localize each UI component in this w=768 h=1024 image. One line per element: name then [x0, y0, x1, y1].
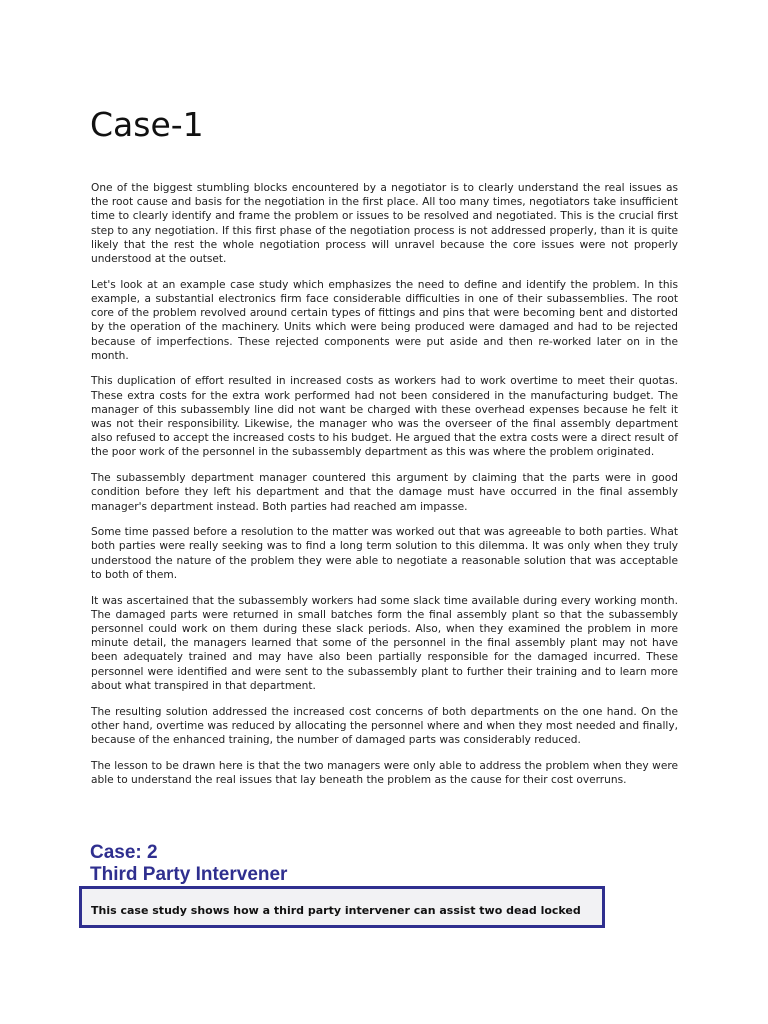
paragraph-4: The subassembly department manager countered this argument by claiming that the parts were in good condition before they left his department and that the damage must have occurred in the final assembly manager's department instead. Both parties had reached am impasse.: [91, 472, 678, 513]
paragraph-6: It was ascertained that the subassembly workers had some slack time available during every working month. The damaged parts were returned in small batches form the final assembly plant so that the subassembly personnel could work on them during these slack periods. Also, when they examined the problem in more minute detail, the managers learned that some of the personnel in the final assembly plant may not have been adequately trained and may have also been partially responsible for the damaged incurred. These personnel were identified and were sent to the subassembly plant to further their training and to learn more about what transpired in that department.: [91, 594, 678, 692]
paragraph-1: One of the biggest stumbling blocks encountered by a negotiator is to clearly understand the real issues as the root cause and basis for the negotiation in the first place. All too many times, negotiators take insufficient time to clearly identify and frame the problem or issues to be resolved and negotiated. This is the crucial first step to any negotiation. If this first phase of the negotiation process is not addressed properly, than it is quite likely that the rest the whole negotiation process will unravel because the core issues were not properly understood at the outset.: [91, 182, 678, 266]
case2-title: Case: 2: [90, 842, 158, 863]
paragraph-5: Some time passed before a resolution to the matter was worked out that was agreeable to both parties. What both parties were really seeking was to find a long term solution to this dilemma. It was only when they truly understood the nature of the problem they were able to negotiate a reasonable solution that was acceptable to both of them.: [91, 526, 678, 581]
paragraph-7: The resulting solution addressed the increased cost concerns of both departments on the one hand. On the other hand, overtime was reduced by allocating the personnel where and when they most needed and finally, because of the enhanced training, the number of damaged parts was considerably reduced.: [91, 705, 678, 746]
callout-text: This case study shows how a third party intervener can assist two dead locked: [91, 904, 581, 917]
paragraph-2: Let's look at an example case study which emphasizes the need to define and identify the problem. In this example, a substantial electronics firm face considerable difficulties in one of their subassemblies. The root core of the problem revolved around certain types of fittings and pins that were becoming bent and distorted by the operation of the machinery. Units which were being produced were damaged and had to be rejected because of imperfections. These rejected components were put aside and then re-worked later on in the month.: [91, 278, 678, 362]
case1-body: [91, 181, 678, 799]
case2-heading: [90, 842, 287, 886]
paragraph-8: The lesson to be drawn here is that the two managers were only able to address the problem when they were able to understand the real issues that lay beneath the problem as the cause for their cost overruns.: [91, 759, 678, 786]
case2-subtitle: Third Party Intervener: [90, 864, 288, 885]
case2-callout-box: [79, 886, 605, 928]
paragraph-3: This duplication of effort resulted in increased costs as workers had to work overtime to meet their quotas. These extra costs for the extra work performed had not been considered in the manufacturing budget. The manager of this subassembly line did not want be charged with these overhead expenses because he felt it was not their responsibility. Likewise, the manager who was the overseer of the final assembly department also refused to accept the increased costs to his budget. He argued that the extra costs were a direct result of the poor work of the personnel in the subassembly department as this was where the problem originated.: [91, 375, 678, 459]
case1-title: Case-1: [90, 105, 204, 144]
